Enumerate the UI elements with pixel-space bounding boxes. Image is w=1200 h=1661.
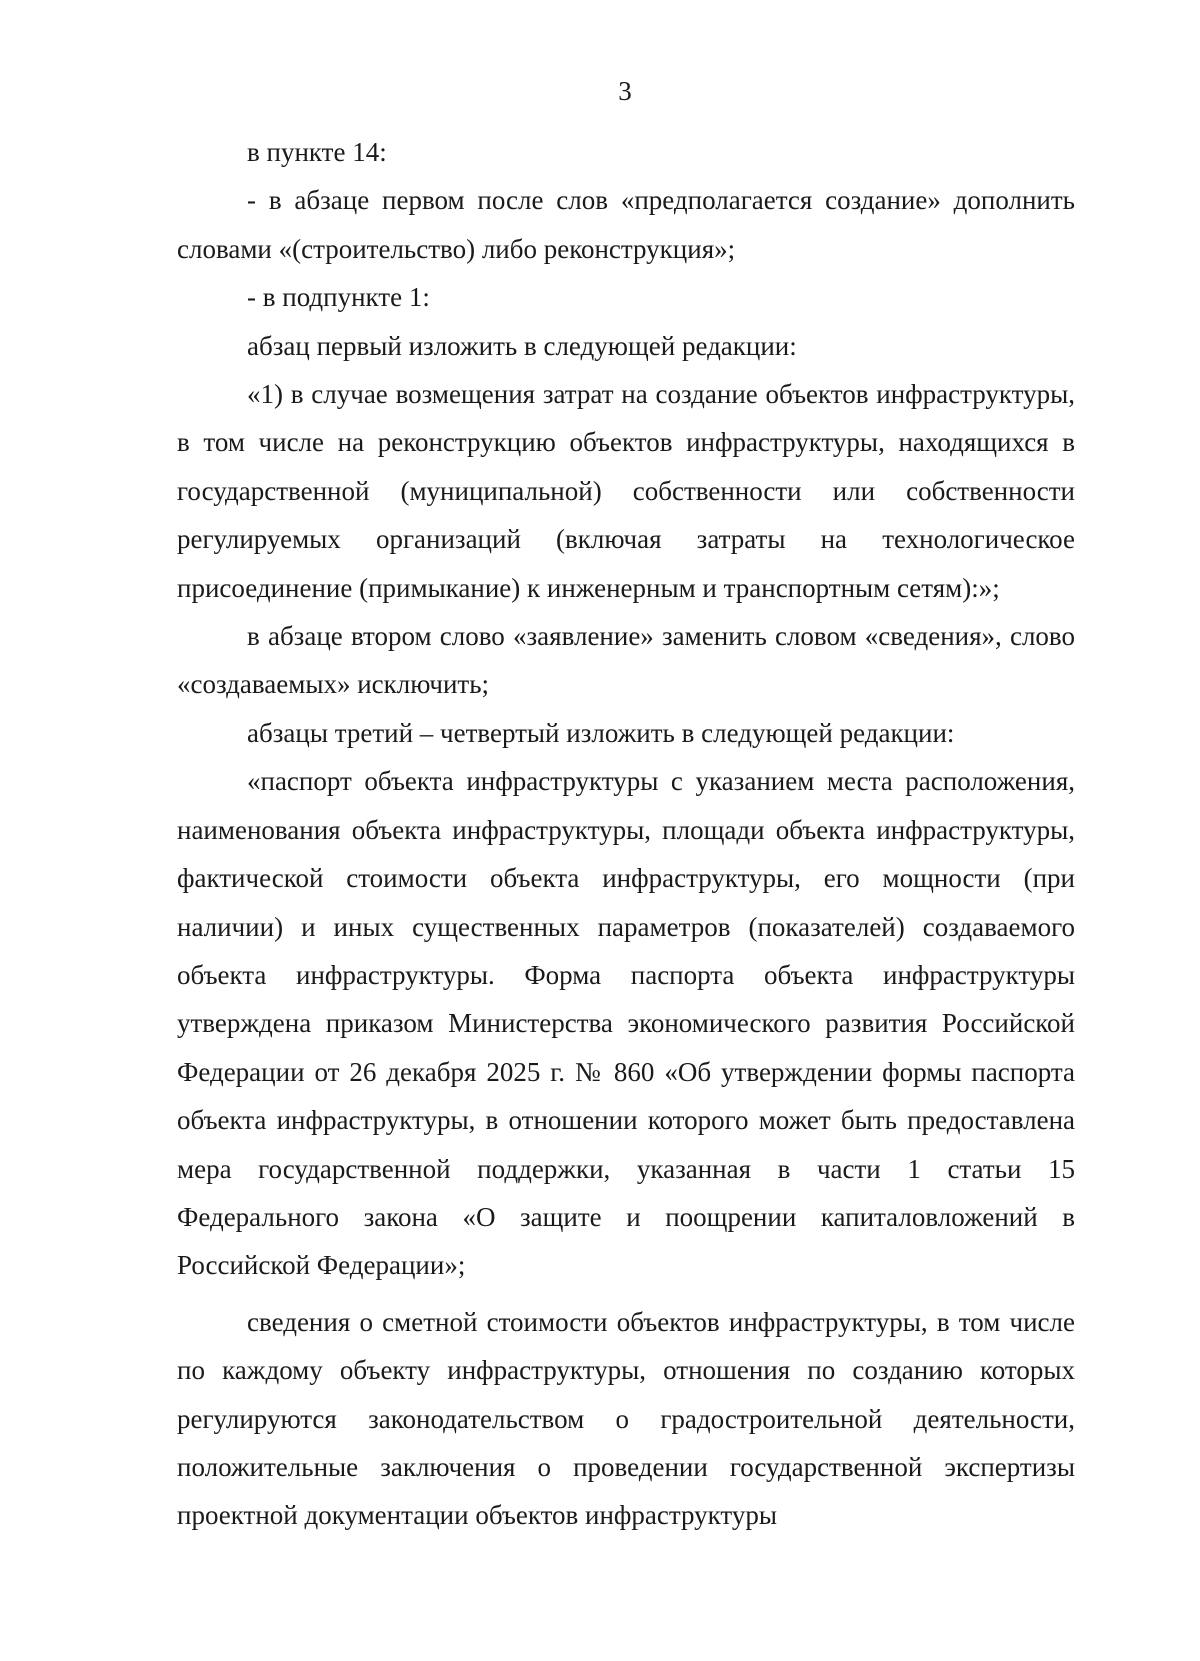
paragraph-point-14: в пункте 14: (247, 137, 387, 167)
paragraph-first-abzac-wording: абзац первый изложить в следующей редакции: (247, 330, 797, 361)
paragraph-estimated-cost: сведения о сметной стоимости объектов инфраструктуры, в том числе по каждому объекту инфраструктуры, отношения по созданию которых регулируются законодательством о градостроительной деятельности, положительные заключения о проведении государственной экспертизы проектной документации объектов инфраструктуры (177, 1306, 1075, 1531)
paragraph-third-fourth-abzac: абзацы третий – четвертый изложить в следующей редакции: (247, 717, 955, 748)
paragraph-quoted-item-1: «1) в случае возмещения затрат на создание объектов инфраструктуры, в том числе на реконструкцию объектов инфраструктуры, находящихся в государственной (муниципальной) собственности или собственности регулируемых организаций (включая затраты на технологическое присоединение (примыкание) к инженерным и транспортным сетям):»; (177, 379, 1075, 603)
paragraph-infrastructure-passport: «паспорт объекта инфраструктуры с указанием места расположения, наименования объекта инфраструктуры, площади объекта инфраструктуры, фактической стоимости объекта инфраструктуры, его мощности (при наличии) и иных существенных параметров (показателей) создаваемого объекта инфраструктуры. Форма паспорта объекта инфраструктуры утверждена приказом Министерства экономического развития Российской Федерации от 26 декабря 2025 г. № 860 «Об утверждении формы паспорта объекта инфраструктуры, в отношении которого может быть предоставлена мера государственной поддержки, указанная в части 1 статьи 15 Федерального закона «О защите и поощрении капиталовложений в Российской Федерации»; (177, 766, 1075, 1281)
paragraph-subpoint-1: - в подпункте 1: (247, 282, 430, 313)
paragraph-second-abzac: в абзаце втором слово «заявление» заменить словом «сведения», слово «создаваемых» исключить; (177, 621, 1075, 700)
paragraph-first-abzac-amendment: - в абзаце первом после слов «предполагается создание» дополнить словами «(строительство) либо реконструкция»; (177, 185, 1075, 264)
document-body (177, 128, 1075, 1540)
page-number: 3 (618, 76, 632, 106)
